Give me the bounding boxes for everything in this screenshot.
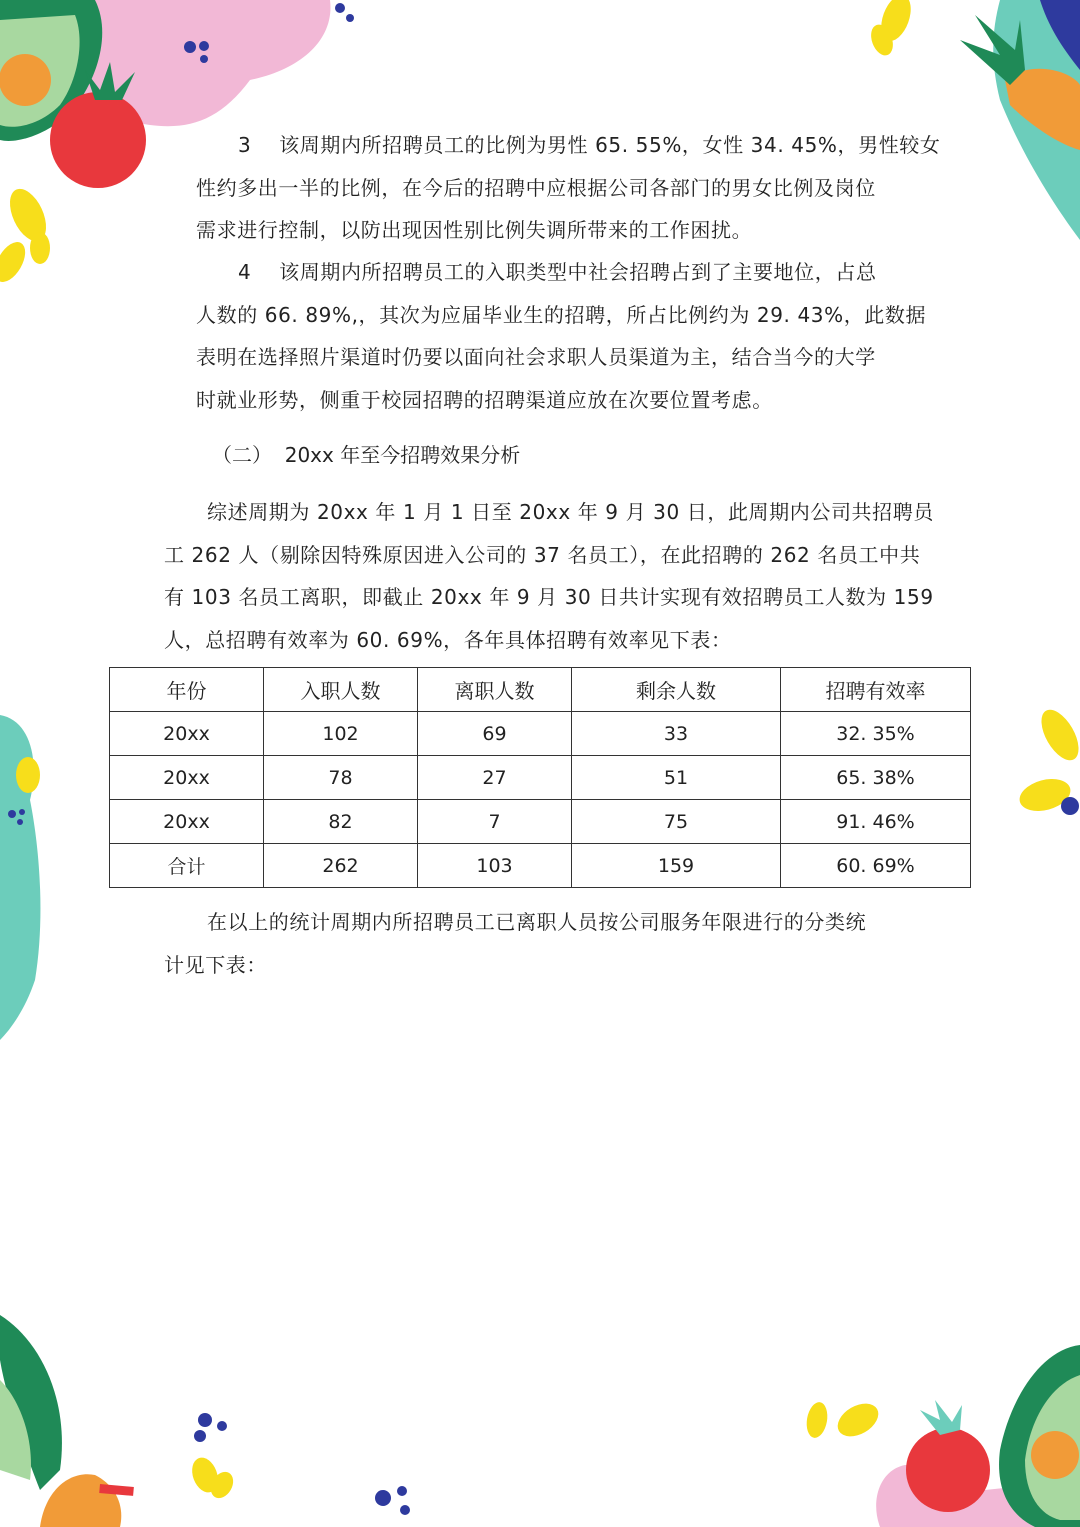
paragraph-hire-type <box>196 251 926 421</box>
text-line: 工 262 人（剔除因特殊原因进入公司的 37 名员工），在此招聘的 262 名员工中共 <box>164 542 921 567</box>
text-line: 需求进行控制，以防出现因性别比例失调所带来的工作困扰。 <box>196 218 753 242</box>
cell-efficiency: 32. 35% <box>781 712 971 756</box>
text-line: 人数的 66. 89%,，其次为应届毕业生的招聘，所占比例约为 29. 43%，此数据 <box>196 302 927 327</box>
teal-leaf-top-right <box>993 0 1080 240</box>
pink-blob-top-left <box>40 0 330 126</box>
text-line: 综述周期为 20xx 年 1 月 1 日至 20xx 年 9 月 30 日，此周期内公司共招聘员 <box>207 500 934 524</box>
text-line: 表明在选择照片渠道时仍要以面向社会求职人员渠道为主，结合当今的大学 <box>196 345 876 369</box>
carrot-bottom-left <box>40 1474 121 1527</box>
avocado-bottom-right <box>999 1345 1080 1527</box>
pink-blob-bottom-right <box>876 1465 1080 1527</box>
paragraph-gender-ratio <box>196 124 941 252</box>
table-header-row <box>110 668 971 712</box>
cell-year: 20xx <box>110 712 264 756</box>
text-line: 在以上的统计周期内所招聘员工已离职人员按公司服务年限进行的分类统 <box>207 910 867 934</box>
text-line: 计见下表： <box>164 952 267 977</box>
paragraph-after-table <box>164 901 866 986</box>
cell-efficiency: 60. 69% <box>781 844 971 888</box>
table-row-total <box>110 844 971 888</box>
cell-remaining: 33 <box>572 712 781 756</box>
cell-remaining: 51 <box>572 756 781 800</box>
avocado-top-left <box>0 0 102 141</box>
cell-remaining: 159 <box>572 844 781 888</box>
cell-left: 27 <box>418 756 572 800</box>
cell-efficiency: 65. 38% <box>781 756 971 800</box>
table-row <box>110 756 971 800</box>
teal-blob-left <box>0 715 40 1040</box>
cell-remaining: 75 <box>572 800 781 844</box>
cell-year: 20xx <box>110 800 264 844</box>
table-row <box>110 800 971 844</box>
text-line: 有 103 名员工离职，即截止 20xx 年 9 月 30 日共计实现有效招聘员工人数为 159 <box>164 585 934 609</box>
header-remaining: 剩余人数 <box>572 668 781 712</box>
header-year: 年份 <box>110 668 264 712</box>
text-line: 时就业形势，侧重于校园招聘的招聘渠道应放在次要位置考虑。 <box>196 387 773 412</box>
text-line: 人，总招聘有效率为 60. 69%，各年具体招聘有效率见下表： <box>164 627 732 652</box>
text-line: 4 该周期内所招聘员工的入职类型中社会招聘占到了主要地位，占总 <box>238 260 877 284</box>
cell-left: 7 <box>418 800 572 844</box>
cell-hired: 78 <box>264 756 418 800</box>
cell-left: 69 <box>418 712 572 756</box>
cell-year: 20xx <box>110 756 264 800</box>
cell-hired: 262 <box>264 844 418 888</box>
table-row <box>110 712 971 756</box>
cell-efficiency: 91. 46% <box>781 800 971 844</box>
cell-hired: 102 <box>264 712 418 756</box>
cell-hired: 82 <box>264 800 418 844</box>
header-hired: 入职人数 <box>264 668 418 712</box>
cell-left: 103 <box>418 844 572 888</box>
header-efficiency: 招聘有效率 <box>781 668 971 712</box>
tomato-top-left <box>50 92 146 188</box>
text-line: 性约多出一半的比例，在今后的招聘中应根据公司各部门的男女比例及岗位 <box>196 175 876 200</box>
header-left: 离职人数 <box>418 668 572 712</box>
green-leaf-bottom-left <box>0 1315 62 1490</box>
section-heading: （二） 20xx 年至今招聘效果分析 <box>212 443 521 467</box>
carrot-top-right <box>1005 69 1080 150</box>
tomato-bottom-right <box>906 1428 990 1512</box>
paragraph-summary <box>164 491 934 661</box>
recruitment-efficiency-table <box>109 667 971 888</box>
text-line: 3 该周期内所招聘员工的比例为男性 65. 55%，女性 34. 45%，男性较女 <box>238 133 941 157</box>
cell-total-label: 合计 <box>110 844 264 888</box>
